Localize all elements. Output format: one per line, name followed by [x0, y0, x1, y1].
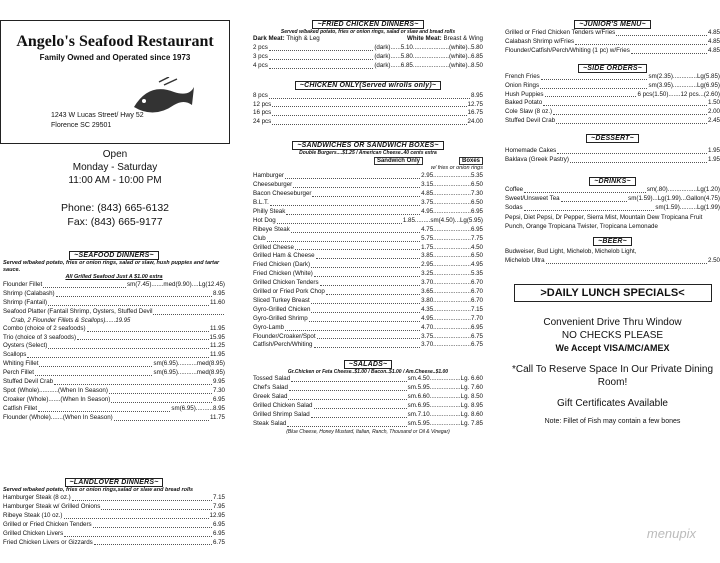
- item-price: (dark)......5.10.....................(white)..5.80: [374, 43, 483, 51]
- item-name: Combo (choice of 2 seafoods): [3, 324, 86, 332]
- item-name: Hamburger Steak (8 oz.): [3, 494, 71, 501]
- fried-chicken-subtitle: Served w/baked potato, fries or onion rings, salad or slaw and bread rolls: [280, 29, 456, 35]
- menu-item: [253, 341, 483, 350]
- menu-item: [3, 494, 225, 503]
- sides-section: [505, 64, 720, 126]
- sandwich-list: [253, 172, 483, 350]
- menu-item: [253, 315, 483, 324]
- item-name: 4 pcs: [253, 61, 268, 69]
- landlover-section: [3, 478, 225, 547]
- item-price: (dark)......5.80.....................(white)..6.85: [374, 52, 483, 60]
- item-price: 8.95: [470, 91, 483, 99]
- salads-title: ~SALADS~: [344, 360, 393, 369]
- fried-chicken-section: [253, 20, 483, 71]
- hours-open: Open: [102, 149, 128, 160]
- item-name: Grilled Ham & Cheese: [253, 252, 315, 260]
- item-name: Grilled or Fried Pork Chop: [253, 288, 325, 296]
- item-name: 24 pcs: [253, 118, 272, 126]
- box-note: w/ fries or onion rings: [430, 165, 483, 172]
- item-price: sm(6.95)...........med(8.95): [153, 369, 225, 377]
- item-name: 2 pcs: [253, 43, 268, 51]
- menu-item: [505, 186, 720, 195]
- sandwiches-subtitle: Double Burgers....$1.25 / American Cheese..40 cents extra: [299, 150, 437, 157]
- item-name: Coffee: [505, 185, 524, 193]
- item-name: French Fries: [505, 72, 540, 80]
- menu-item: [3, 369, 225, 378]
- specials-block: [505, 284, 720, 425]
- item-price: 4.95......................6.95: [421, 207, 483, 215]
- menu-item: [253, 270, 483, 279]
- gift-certificates: Gift Certificates Available: [557, 397, 668, 409]
- menu-item: [253, 420, 483, 429]
- platter-continuation: Crab, 2 Flounder Fillets & Scallops)......19.95: [11, 317, 131, 324]
- drinks-list: [505, 186, 720, 213]
- menu-item: [3, 299, 225, 308]
- item-price: sm(1.59)..........Lg(1.99): [655, 203, 720, 211]
- beer-title: ~BEER~: [593, 237, 632, 246]
- item-price: sm.5.95..................Lg. 7.85: [407, 419, 483, 427]
- accept-cards: We Accept VISA/MC/AMEX: [555, 342, 670, 353]
- item-name: 12 pcs: [253, 100, 272, 108]
- menu-item: [253, 217, 483, 226]
- item-price: 9.95: [212, 378, 225, 386]
- menu-item: [253, 279, 483, 288]
- item-price: 15.95: [209, 333, 225, 341]
- menu-item: [253, 235, 483, 244]
- menu-item: [253, 172, 483, 181]
- drinks-title: ~DRINKS~: [589, 177, 636, 186]
- menu-item: [3, 503, 225, 512]
- sandwich-only-header: Sandwich Only: [374, 157, 423, 165]
- item-name: Flounder (Whole).......(When In Season): [3, 413, 113, 421]
- menu-item: [253, 199, 483, 208]
- item-name: Sliced Turkey Breast: [253, 296, 310, 304]
- beer-last: Michelob Ultra: [505, 256, 545, 264]
- boxes-header: Boxes: [459, 157, 483, 165]
- menu-item: [3, 405, 225, 414]
- item-price: sm(3.95)..............Lg(6.95): [648, 81, 720, 89]
- menu-item: [505, 156, 720, 165]
- sides-list: [505, 73, 720, 126]
- menu-item: [3, 308, 225, 317]
- watermark: menupix: [646, 526, 696, 541]
- fried-chicken-list: [253, 44, 483, 71]
- item-price: 6 pcs(1.50).......12 pcs...(2.60): [637, 90, 720, 98]
- item-price: 6.75: [212, 538, 225, 546]
- item-price: sm(1.59)...Lg(1.99)...Gallon(4.75): [628, 194, 720, 202]
- item-name: Croaker (Whole).......(When In Season): [3, 395, 111, 403]
- item-price: 8.95: [212, 289, 225, 297]
- item-name: Scallops: [3, 351, 27, 359]
- salads-subtitle: Gr.Chicken or Feta Cheese..$1.00 / Bacon..$1.00 / Am.Cheese..$1.00: [287, 369, 449, 376]
- item-price: 5.75......................7.75: [421, 234, 483, 242]
- item-name: Grilled Shrimp Salad: [253, 411, 310, 418]
- hours-block: [0, 148, 230, 229]
- item-name: Hush Puppies: [505, 90, 544, 98]
- item-name: Cheeseburger: [253, 181, 293, 189]
- reserve-note: *Call To Reserve Space In Our Private Dining Room!: [511, 363, 714, 388]
- phone: Phone: (843) 665-6132: [61, 202, 169, 214]
- salad-list: [253, 375, 483, 428]
- item-name: Gyro-Grilled Chicken: [253, 305, 311, 313]
- chicken-only-section: [253, 81, 483, 128]
- menu-item: [253, 324, 483, 333]
- item-price: sm(7.45).......med(9.90)....Lg(12.45): [126, 281, 225, 288]
- menu-item: [3, 281, 225, 290]
- menu-item: [253, 306, 483, 315]
- item-price: 2.95......................5.35: [421, 172, 483, 180]
- item-price: 4.85: [707, 46, 720, 54]
- menu-item: [3, 521, 225, 530]
- item-name: 8 pcs: [253, 91, 268, 99]
- menu-item: [505, 82, 720, 91]
- item-name: Philly Steak: [253, 207, 286, 215]
- item-name: Fried Chicken (Dark): [253, 261, 311, 269]
- menu-item: [3, 512, 225, 521]
- item-price: 3.75......................6.75: [421, 332, 483, 340]
- dessert-list: [505, 147, 720, 165]
- juniors-title: ~JUNIOR'S MENU~: [574, 20, 651, 29]
- item-price: sm(6.95)..........8.95: [171, 404, 225, 412]
- menu-item: [253, 375, 483, 384]
- item-name: Baklava (Greek Pastry): [505, 156, 569, 164]
- item-name: Baked Potato: [505, 99, 543, 107]
- item-price: 4.85: [707, 29, 720, 36]
- hours-days: Monday - Saturday: [72, 162, 158, 173]
- item-name: Grilled Cheese: [253, 243, 294, 251]
- item-price: 3.80......................6.70: [421, 296, 483, 304]
- menu-item: [505, 91, 720, 100]
- item-name: Flounder/Catfish/Perch/Whiting (1 pc) w/Fries: [505, 46, 630, 54]
- menu-item: [253, 62, 483, 71]
- item-price: 11.95: [209, 351, 225, 359]
- item-price: 11.60: [209, 298, 225, 306]
- item-name: Grilled Chicken Tenders: [253, 279, 319, 287]
- item-name: Grilled or Fried Chicken Tenders: [3, 520, 92, 528]
- menu-item: [253, 261, 483, 270]
- fax: Fax: (843) 665-9177: [67, 216, 163, 228]
- lunch-specials-box: >DAILY LUNCH SPECIALS<: [514, 284, 712, 302]
- menu-item: [253, 190, 483, 199]
- menu-item: [253, 411, 483, 420]
- item-price: 3.75......................6.50: [421, 198, 483, 206]
- item-name: Cole Slaw (8 oz.): [505, 108, 553, 116]
- item-price: 1.75......................4.50: [421, 243, 483, 251]
- item-price: 12.75: [467, 100, 483, 108]
- item-price: 6.95: [212, 529, 225, 537]
- item-price: 3.25......................5.35: [421, 270, 483, 278]
- column-right: [505, 0, 720, 563]
- drinks-section: [505, 177, 720, 231]
- menu-item: [253, 402, 483, 411]
- seafood-list: [3, 281, 225, 423]
- menu-item: [3, 530, 225, 539]
- item-price: 7.15: [212, 494, 225, 501]
- sandwiches-title: ~SANDWICHES OR SANDWICH BOXES~: [292, 141, 443, 150]
- soda-list: Pepsi, Diet Pepsi, Dr Pepper, Sierra Mist, Mountain Dew Tropicana Fruit Punch, Orange Tropicana Twister, Tropicana Lemonade: [505, 213, 703, 230]
- item-price: 2.00: [707, 108, 720, 116]
- item-name: Homemade Cakes: [505, 147, 557, 155]
- item-price: 6.95: [212, 395, 225, 403]
- item-price: 4.75......................6.95: [421, 225, 483, 233]
- menu-item: [253, 393, 483, 402]
- item-name: Grilled Chicken Livers: [3, 529, 64, 537]
- juniors-list: [505, 29, 720, 56]
- landlover-list: [3, 494, 225, 547]
- item-name: Perch Fillet: [3, 369, 34, 377]
- menu-item: [253, 384, 483, 393]
- item-price: 3.15......................6.50: [421, 181, 483, 189]
- item-price: 4.85......................7.30: [421, 190, 483, 198]
- menu-item: [253, 333, 483, 342]
- hours-time: 11:00 AM - 10:00 PM: [68, 175, 162, 186]
- dark-desc: Thigh & Leg: [286, 35, 320, 42]
- seafood-subtitle: Served w/baked potato, fries or onion rings, salad or slaw, hush puppies and tartar sauce.: [3, 260, 220, 273]
- item-name: Catfish Fillet: [3, 404, 38, 412]
- menu-item: [253, 208, 483, 217]
- item-name: Ribeye Steak: [253, 225, 290, 233]
- item-price: sm.7.10..................Lg. 8.60: [407, 411, 483, 418]
- item-name: 3 pcs: [253, 52, 268, 60]
- menu-item: [253, 118, 483, 127]
- item-price: 7.30: [212, 386, 225, 394]
- seafood-note: All Grilled Seafood Just A $1.00 extra: [65, 274, 163, 280]
- item-price: 4.95......................7.70: [421, 314, 483, 322]
- menu-item: [505, 47, 720, 56]
- item-name: Onion Rings: [505, 81, 540, 89]
- beer-section: [505, 237, 720, 266]
- seafood-title: ~SEAFOOD DINNERS~: [69, 251, 159, 260]
- menu-item: [505, 38, 720, 47]
- sandwiches-section: [253, 141, 483, 350]
- item-name: Hamburger Steak w/ Grilled Onions: [3, 502, 101, 510]
- menu-item: [3, 539, 225, 548]
- menu-item: [253, 181, 483, 190]
- landlover-subtitle: Served w/baked potato, fries or onion rings,salad or slaw and bread rolls: [3, 487, 194, 493]
- item-price: 2.45: [707, 117, 720, 125]
- landlover-title: ~LANDLOVER DINNERS~: [65, 478, 164, 487]
- item-name: Seafood Platter (Fantail Shrimp, Oysters, Stuffed Devil: [3, 307, 153, 315]
- menu-item: [3, 378, 225, 387]
- item-name: Gyro-Grilled Shrimp: [253, 314, 308, 322]
- item-name: Greek Salad: [253, 393, 288, 401]
- item-name: Sodas: [505, 203, 523, 211]
- address: [51, 111, 144, 131]
- item-name: Ribeye Steak (10 oz.): [3, 511, 63, 519]
- item-price: 12.95: [209, 511, 225, 519]
- item-name: Flounder Fillet: [3, 281, 43, 288]
- item-name: Grilled or Fried Chicken Tenders w/Fries: [505, 29, 616, 36]
- salad-dressings: (Blue Cheese, Honey Mustard, Italian, Ranch, Thousand or Oil & Vinegar): [286, 428, 450, 435]
- item-price: 11.75: [209, 413, 225, 421]
- menu-item: [505, 108, 720, 117]
- menu-item: [3, 396, 225, 405]
- item-name: Spot (Whole)...........(When In Season): [3, 386, 108, 394]
- juniors-section: [505, 20, 720, 56]
- no-checks: NO CHECKS PLEASE: [561, 329, 664, 341]
- menu-item: [3, 290, 225, 299]
- restaurant-name: Angelo's Seafood Restaurant: [16, 33, 214, 50]
- sides-title: ~SIDE ORDERS~: [578, 64, 647, 73]
- item-price: 4.85: [707, 37, 720, 45]
- drive-thru: Convenient Drive Thru Window: [543, 316, 682, 328]
- seafood-section: [3, 251, 225, 423]
- dark-label: Dark Meat:: [253, 35, 285, 42]
- menu-item: [253, 297, 483, 306]
- item-price: sm(2.35)..............Lg(5.85): [648, 72, 720, 80]
- menu-item: [253, 44, 483, 53]
- item-price: 3.65......................6.70: [421, 288, 483, 296]
- menu-item: [505, 73, 720, 82]
- item-name: Shrimp (Calabash): [3, 289, 55, 297]
- item-price: 1.50: [707, 99, 720, 107]
- item-price: sm(6.95)...........med(8.95): [153, 360, 225, 368]
- item-name: B.L.T.: [253, 198, 269, 206]
- item-name: Fried Chicken Livers or Gizzards: [3, 538, 93, 546]
- item-name: Sweet/Unsweet Tea: [505, 194, 560, 202]
- item-name: Calabash Shrimp w/Fries: [505, 37, 575, 45]
- item-price: 7.95: [212, 502, 225, 510]
- menu-item: [253, 109, 483, 118]
- item-name: Hamburger: [253, 172, 284, 180]
- menu-item: [253, 226, 483, 235]
- menu-item: [3, 325, 225, 334]
- white-label: White Meat:: [407, 35, 442, 42]
- item-price: 2.95......................4.95: [421, 261, 483, 269]
- beer-row: [505, 257, 720, 266]
- menu-item: [253, 244, 483, 253]
- item-price: (dark)......6.85.....................(white)..8.50: [374, 61, 483, 69]
- item-name: Oysters (Select): [3, 342, 48, 350]
- restaurant-logo-box: [0, 20, 230, 144]
- menu-item: [3, 342, 225, 351]
- item-name: Shrimp (Fantail): [3, 298, 48, 306]
- menu-item: [3, 351, 225, 360]
- menu-item: [253, 53, 483, 62]
- salads-section: [253, 360, 483, 435]
- item-name: Hot Dog: [253, 216, 276, 224]
- item-name: Stuffed Devil Crab: [3, 378, 54, 386]
- item-price: 3.70......................6.75: [421, 341, 483, 349]
- item-price: 3.85......................6.50: [421, 252, 483, 260]
- item-name: Bacon Cheeseburger: [253, 190, 312, 198]
- item-name: Flounder/Croaker/Spot: [253, 332, 316, 340]
- item-price: 1.85.........sm(4.50)...Lg(5.95): [402, 216, 483, 224]
- menu-item: [505, 117, 720, 126]
- dessert-section: [505, 134, 720, 165]
- menu-item: [253, 288, 483, 297]
- item-price: 16.75: [467, 109, 483, 117]
- item-name: 16 pcs: [253, 109, 272, 117]
- item-price: 1.95: [707, 147, 720, 155]
- item-name: Grilled Chicken Salad: [253, 402, 313, 410]
- item-price: 24.00: [467, 118, 483, 126]
- item-name: Whiting Fillet: [3, 360, 39, 368]
- item-price: sm.6.95..................Lg. 8.95: [407, 402, 483, 410]
- beer-list: Budweiser, Bud Light, Michelob, Michelob Light,: [505, 247, 637, 255]
- item-name: Steak Salad: [253, 419, 287, 427]
- beer-price: 2.50: [707, 256, 720, 264]
- item-name: Chef's Salad: [253, 384, 288, 392]
- item-name: Tossed Salad: [253, 375, 291, 383]
- menu-item: [3, 414, 225, 423]
- menu-item: [253, 92, 483, 101]
- item-price: 3.70......................6.70: [421, 279, 483, 287]
- menu-item: [3, 387, 225, 396]
- item-price: 11.25: [209, 342, 225, 350]
- menu-item: [253, 101, 483, 110]
- address-line2: Florence SC 29501: [51, 122, 112, 129]
- menu-item: [505, 147, 720, 156]
- menu-item: [505, 99, 720, 108]
- menu-item: [505, 204, 720, 213]
- item-price: sm(.80).................Lg(1.20): [646, 185, 720, 193]
- item-name: Trio (choice of 3 seafoods): [3, 333, 77, 341]
- item-price: 4.35......................7.15: [421, 305, 483, 313]
- item-price: 11.95: [209, 324, 225, 332]
- address-line1: 1243 W Lucas Street/ Hwy 52: [51, 112, 144, 119]
- fried-chicken-title: ~FRIED CHICKEN DINNERS~: [312, 20, 423, 29]
- item-price: 4.70......................6.95: [421, 323, 483, 331]
- chicken-only-list: [253, 92, 483, 128]
- dessert-title: ~DESSERT~: [586, 134, 639, 143]
- tagline: Family Owned and Operated since 1973: [39, 53, 191, 62]
- menu-item: [3, 360, 225, 369]
- item-name: Gyro-Lamb: [253, 323, 284, 331]
- column-middle: [253, 0, 483, 563]
- item-price: 1.95: [707, 156, 720, 164]
- item-price: 6.95: [212, 520, 225, 528]
- menu-item: [505, 29, 720, 38]
- menu-item: [253, 252, 483, 261]
- bones-note: Note: Fillet of Fish may contain a few bones: [544, 417, 681, 425]
- menu-item: [3, 334, 225, 343]
- item-price: sm.5.95..................Lg. 7.60: [407, 384, 483, 392]
- item-name: Club: [253, 234, 266, 242]
- white-desc: Breast & Wing: [443, 35, 483, 42]
- item-price: sm.4.50..................Lg. 6.60: [407, 375, 483, 383]
- item-name: Catfish/Perch/Whiting: [253, 341, 313, 349]
- column-left: [0, 0, 240, 563]
- item-price: sm.6.60..................Lg. 8.50: [407, 393, 483, 401]
- menu-item: [505, 195, 720, 204]
- chicken-only-title: ~CHICKEN ONLY(Served w/rolls only)~: [295, 81, 441, 90]
- item-name: Fried Chicken (White): [253, 270, 313, 278]
- item-name: Stuffed Devil Crab: [505, 117, 556, 125]
